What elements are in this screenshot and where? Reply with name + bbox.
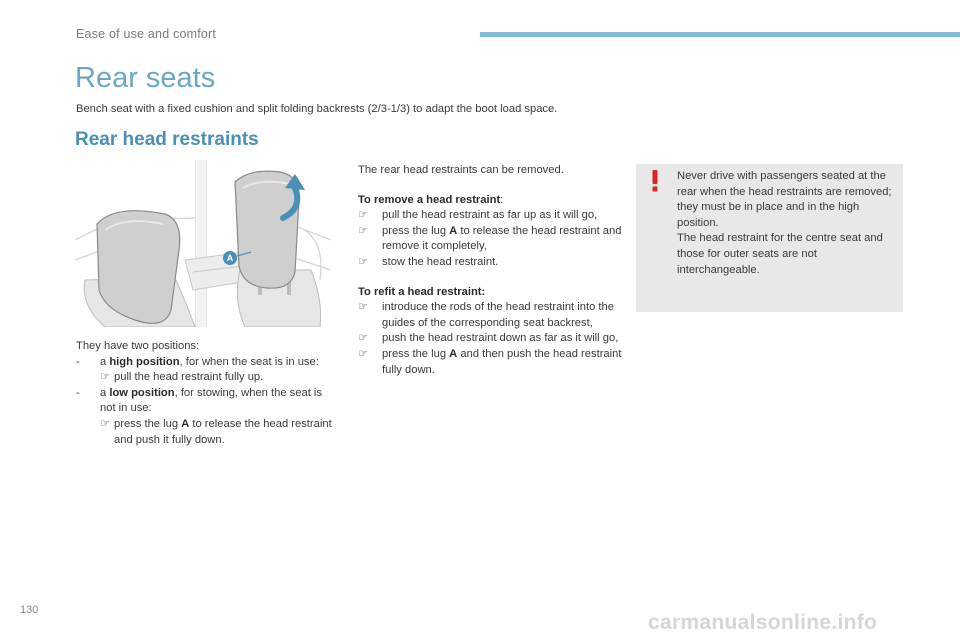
warning-paragraph: The head restraint for the centre seat and those for outer seats are not interchangeable. [677, 232, 883, 276]
pointing-hand-icon: ☞ [358, 301, 369, 314]
head-restraint-illustration [75, 160, 331, 327]
remove-steps [358, 208, 622, 270]
list-item: ☞ press the lug A and then push the head restraint fully down. [358, 347, 622, 376]
warning-text [677, 169, 897, 278]
removable-note: The rear head restraints can be removed. [358, 164, 564, 176]
positions-intro: They have two positions: [76, 340, 200, 352]
section-subtitle: Rear head restraints [75, 129, 259, 150]
refit-block [358, 285, 622, 379]
dash-marker: - [76, 355, 80, 368]
refit-steps [358, 300, 622, 378]
pointing-hand-icon: ☞ [358, 209, 369, 222]
position-name: low position [109, 386, 175, 399]
exclamation-icon [651, 170, 659, 192]
dash-marker: - [76, 386, 80, 399]
list-item: ☞ stow the head restraint. [358, 255, 622, 271]
list-item: ☞ pull the head restraint as far up as it will go, [358, 208, 622, 224]
list-item: ☞ pull the head restraint fully up. [100, 370, 338, 386]
positions-column [76, 339, 338, 448]
pointing-hand-icon: ☞ [358, 255, 369, 268]
lug-a-callout: A [226, 253, 234, 263]
pointing-hand-icon: ☞ [358, 224, 369, 237]
position-name: high position [109, 355, 180, 368]
pointing-hand-icon: ☞ [358, 347, 369, 360]
pointing-hand-icon: ☞ [100, 371, 111, 384]
page-number: 130 [20, 604, 39, 616]
list-item: ☞ press the lug A to release the head restraint and remove it completely, [358, 224, 622, 253]
section-header: Ease of use and comfort [76, 27, 217, 41]
page-title: Rear seats [75, 62, 216, 94]
instructions-column [358, 163, 622, 378]
list-item: ☞ introduce the rods of the head restraint into the guides of the corresponding seat backrest, [358, 301, 614, 329]
pointing-hand-icon: ☞ [100, 417, 111, 430]
pointing-hand-icon: ☞ [358, 332, 369, 345]
position-item-low: - a low position, for stowing, when the seat is not in use: ☞ press the lug A to release the head restraint and push it fully down. [76, 386, 338, 448]
positions-list [76, 355, 338, 449]
warning-paragraph: Never drive with passengers seated at the rear when the head restraints are removed; they must be in place and in the high position. [677, 170, 892, 229]
footer-watermark: carmanualsonline.info [648, 611, 878, 634]
position-item-high: - a high position, for when the seat is in use: ☞ pull the head restraint fully up. [76, 355, 338, 386]
list-item: ☞ press the lug A to release the head restraint and push it fully down. [100, 417, 332, 446]
refit-heading: To refit a head restraint: [358, 285, 486, 298]
list-item: ☞ push the head restraint down as far as it will go, [358, 331, 622, 347]
header-accent-bar [480, 32, 960, 37]
remove-block: To remove a head restraint: ☞ pull the head restraint as far up as it will go, ☞ press the lug A to release the head restraint and remove it completely, ☞ stow the head restraint. [358, 193, 622, 271]
intro-text: Bench seat with a fixed cushion and split folding backrests (2/3-1/3) to adapt the boot load space. [76, 103, 558, 115]
remove-heading: To remove a head restraint [358, 193, 501, 206]
